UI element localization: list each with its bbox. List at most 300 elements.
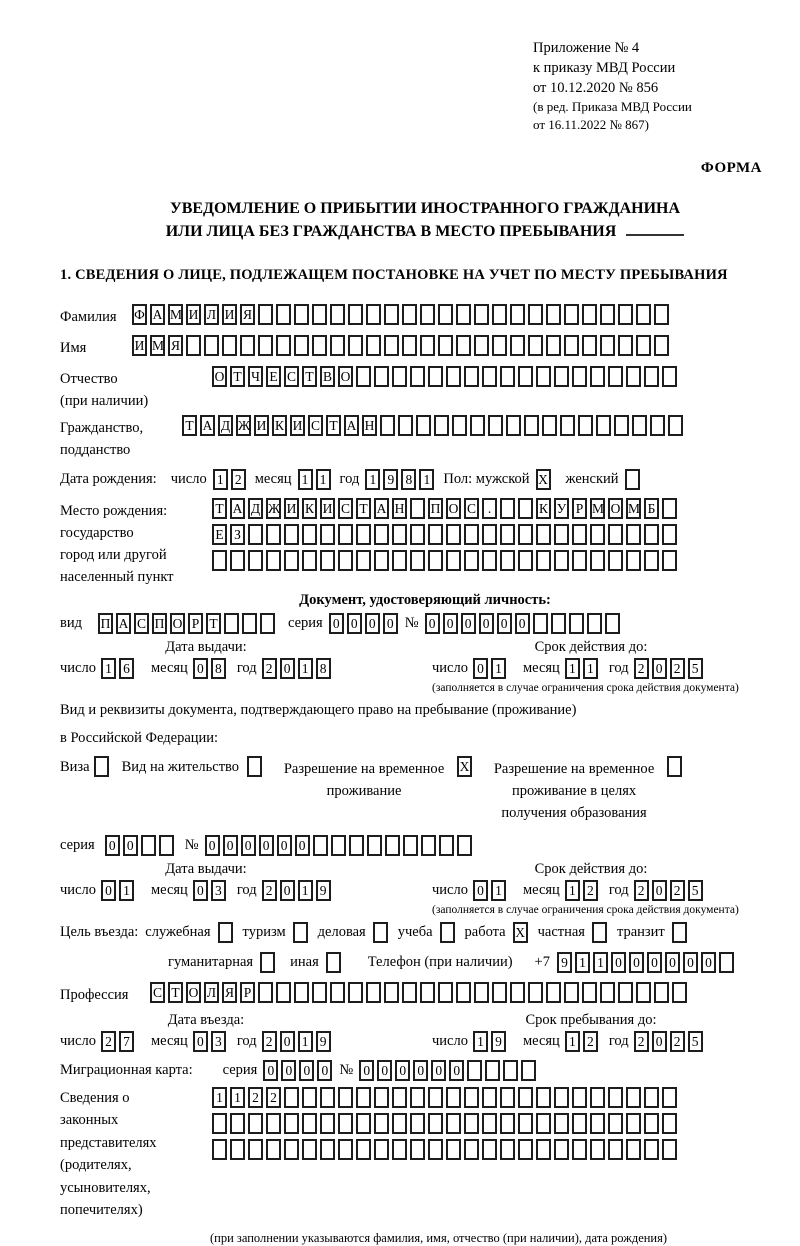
doc-number-field[interactable] [425, 613, 623, 634]
birth-month-field[interactable] [298, 469, 334, 490]
char-box [636, 982, 651, 1003]
residence-doc-intro-line2: в Российской Федерации: [60, 729, 219, 746]
char-box: 9 [383, 469, 398, 490]
char-box [650, 415, 665, 436]
char-box: О [446, 498, 461, 519]
char-box: П [428, 498, 443, 519]
appendix-line-1: Приложение № 4 [533, 40, 640, 56]
purpose-opt-label: иная [290, 953, 319, 970]
char-box [536, 1087, 551, 1108]
form-label: ФОРМА [700, 159, 762, 176]
char-box: 1 [565, 1031, 580, 1052]
identity-valid-title: Срок действия до: [534, 639, 648, 656]
char-box: 1 [230, 1087, 245, 1108]
char-box [320, 550, 335, 571]
char-box [464, 1139, 479, 1160]
char-box [293, 922, 308, 943]
char-box [464, 524, 479, 545]
char-box: С [308, 415, 323, 436]
char-box [410, 550, 425, 571]
char-box: 2 [634, 658, 649, 679]
day-label: число [432, 660, 468, 677]
char-box [428, 1113, 443, 1134]
char-box: Ч [248, 366, 263, 387]
year-label: год [608, 881, 629, 898]
legal-reps-field-row1[interactable] [212, 1087, 680, 1108]
char-box [464, 1087, 479, 1108]
char-box: 2 [670, 1031, 685, 1052]
char-box [524, 415, 539, 436]
char-box [284, 1087, 299, 1108]
char-box [248, 1113, 263, 1134]
purpose-transit-checkbox[interactable] [672, 922, 690, 943]
profession-field[interactable] [150, 982, 690, 1003]
entry-arrived-day[interactable] [101, 1031, 137, 1052]
identity-issued-month[interactable] [193, 658, 229, 679]
entry-arrived-year[interactable] [262, 1031, 334, 1052]
char-box: 0 [280, 658, 295, 679]
residence-valid-day[interactable] [473, 880, 509, 901]
char-box: 5 [688, 880, 703, 901]
char-box [392, 1113, 407, 1134]
char-box: Т [302, 366, 317, 387]
char-box [230, 1139, 245, 1160]
char-box [456, 304, 471, 325]
entry-stay-day[interactable] [473, 1031, 509, 1052]
char-box [500, 1139, 515, 1160]
char-box [266, 1139, 281, 1160]
birthplace-field-row3[interactable] [212, 550, 680, 571]
char-box [500, 1087, 515, 1108]
char-box: 0 [317, 1060, 332, 1081]
char-box [518, 550, 533, 571]
purpose-other-checkbox[interactable] [326, 952, 344, 973]
char-box [266, 524, 281, 545]
char-box: Т [168, 982, 183, 1003]
char-box: И [222, 304, 237, 325]
form-title-line2-text: ИЛИ ЛИЦА БЕЗ ГРАЖДАНСТВА В МЕСТО ПРЕБЫВАНИЯ [165, 223, 617, 241]
char-box: 2 [634, 880, 649, 901]
char-box: 0 [701, 952, 716, 973]
char-box [373, 922, 388, 943]
month-label: месяц [254, 471, 292, 488]
residence-issued-year[interactable] [262, 880, 334, 901]
char-box: 5 [688, 658, 703, 679]
char-box [410, 366, 425, 387]
char-box: 1 [473, 1031, 488, 1052]
profession-row [60, 982, 790, 1006]
char-box [536, 524, 551, 545]
month-label: месяц [150, 881, 188, 898]
month-label: месяц [150, 660, 188, 677]
char-box [348, 335, 363, 356]
char-box [230, 1113, 245, 1134]
char-box: 8 [401, 469, 416, 490]
char-box [258, 335, 273, 356]
char-box [672, 922, 687, 943]
appendix-line-3: от 10.12.2020 № 856 [533, 80, 659, 96]
char-box [356, 524, 371, 545]
char-box [385, 835, 400, 856]
char-box [608, 1139, 623, 1160]
birthplace-label-line1: Место рождения: [60, 503, 168, 520]
patronymic-row [60, 366, 790, 413]
purpose-opt-label: транзит [616, 923, 665, 940]
purpose-label: Цель въезда: [60, 923, 139, 940]
char-box [554, 366, 569, 387]
char-box [402, 335, 417, 356]
char-box [260, 952, 275, 973]
char-box [276, 304, 291, 325]
option-temp-residence [279, 756, 475, 803]
char-box [294, 335, 309, 356]
char-box [420, 335, 435, 356]
residence-number-field[interactable] [205, 835, 475, 856]
char-box: Д [218, 415, 233, 436]
identity-valid-month[interactable] [565, 658, 601, 679]
char-box: А [150, 304, 165, 325]
birth-year-field[interactable] [365, 469, 437, 490]
identity-doc-row [60, 613, 790, 634]
year-label: год [236, 1032, 257, 1049]
char-box: 2 [583, 1031, 598, 1052]
entry-stay-title: Срок пребывания до: [525, 1011, 657, 1028]
char-box [374, 524, 389, 545]
char-box [366, 335, 381, 356]
form-title-line2 [60, 220, 790, 243]
residence-series-field[interactable] [105, 835, 177, 856]
char-box [626, 1139, 641, 1160]
month-label: месяц [522, 660, 560, 677]
char-box: 1 [419, 469, 434, 490]
char-box [398, 415, 413, 436]
migration-series-field[interactable] [263, 1060, 335, 1081]
char-box [420, 304, 435, 325]
char-box [302, 550, 317, 571]
char-box [572, 524, 587, 545]
char-box: 9 [491, 1031, 506, 1052]
doc-kind-field[interactable] [98, 613, 278, 634]
char-box: И [284, 498, 299, 519]
doc-kind-label: вид [60, 615, 82, 632]
char-box [554, 1113, 569, 1134]
char-box [518, 1113, 533, 1134]
char-box [276, 335, 291, 356]
char-box [456, 335, 471, 356]
char-box [492, 982, 507, 1003]
char-box [618, 335, 633, 356]
char-box [596, 415, 611, 436]
char-box: 0 [473, 880, 488, 901]
char-box: 0 [395, 1060, 410, 1081]
char-box: Т [182, 415, 197, 436]
surname-field[interactable] [132, 304, 672, 325]
char-box [366, 982, 381, 1003]
doc-number-label: № [404, 615, 419, 632]
gender-male-checkbox[interactable] [536, 469, 554, 490]
citizenship-field[interactable] [182, 415, 686, 436]
char-box [446, 1087, 461, 1108]
day-label: число [60, 881, 96, 898]
identity-doc-heading: Документ, удостоверяющий личность: [299, 592, 551, 609]
char-box [608, 1113, 623, 1134]
char-box [330, 982, 345, 1003]
char-box [644, 1113, 659, 1134]
day-label: число [170, 471, 207, 488]
purpose-humanitarian-checkbox[interactable] [260, 952, 278, 973]
char-box: 2 [583, 880, 598, 901]
purpose-tourism-checkbox[interactable] [293, 922, 311, 943]
gender-female-checkbox[interactable] [625, 469, 643, 490]
char-box [348, 982, 363, 1003]
year-label: год [339, 471, 360, 488]
char-box: 3 [211, 1031, 226, 1052]
appendix-note [533, 38, 790, 134]
option-residence-permit-checkbox[interactable] [247, 756, 265, 777]
char-box [312, 304, 327, 325]
char-box: М [626, 498, 641, 519]
char-box: 9 [557, 952, 572, 973]
char-box [500, 550, 515, 571]
option-residence-permit-label: Вид на жительство [121, 759, 240, 776]
birthplace-field-row2[interactable] [212, 524, 680, 545]
purpose-row1 [60, 922, 790, 943]
legal-reps-field-row2[interactable] [212, 1113, 680, 1134]
char-box [284, 550, 299, 571]
char-box: 0 [241, 835, 256, 856]
residence-valid-month[interactable] [565, 880, 601, 901]
entry-stay-year[interactable] [634, 1031, 706, 1052]
identity-valid-day[interactable] [473, 658, 509, 679]
identity-issued-year[interactable] [262, 658, 334, 679]
char-box: З [230, 524, 245, 545]
char-box: Р [572, 498, 587, 519]
entry-stay-month[interactable] [565, 1031, 601, 1052]
char-box [294, 304, 309, 325]
char-box [312, 335, 327, 356]
char-box [320, 524, 335, 545]
char-box: 5 [688, 1031, 703, 1052]
char-box [636, 304, 651, 325]
char-box: 2 [262, 880, 277, 901]
char-box [626, 524, 641, 545]
char-box [554, 1139, 569, 1160]
char-box [572, 1139, 587, 1160]
migration-card-label: Миграционная карта: [60, 1061, 193, 1078]
purpose-private-checkbox[interactable] [592, 922, 610, 943]
char-box: 0 [461, 613, 476, 634]
purpose-opt-label: работа [464, 923, 506, 940]
residence-issued-title: Дата выдачи: [165, 860, 247, 877]
residence-valid-note: (заполняется в случае ограничения срока действия документа) [432, 903, 739, 916]
firstname-label: Имя [60, 340, 87, 357]
char-box [536, 550, 551, 571]
month-label: месяц [522, 1032, 560, 1049]
char-box: С [284, 366, 299, 387]
char-box [349, 835, 364, 856]
residence-valid-title: Срок действия до: [534, 860, 648, 877]
char-box [500, 498, 515, 519]
char-box: 0 [611, 952, 626, 973]
char-box [470, 415, 485, 436]
char-box: П [152, 613, 167, 634]
birth-day-field[interactable] [213, 469, 249, 490]
edition-line-1: (в ред. Приказа МВД России [533, 99, 692, 114]
option-visa [60, 756, 112, 777]
char-box [474, 982, 489, 1003]
char-box: Д [248, 498, 263, 519]
char-box [258, 304, 273, 325]
residence-valid-year[interactable] [634, 880, 706, 901]
char-box [416, 415, 431, 436]
char-box [564, 335, 579, 356]
purpose-business-checkbox[interactable] [373, 922, 391, 943]
char-box [438, 335, 453, 356]
char-box [380, 415, 395, 436]
char-box [506, 415, 521, 436]
char-box [338, 1087, 353, 1108]
char-box: Л [204, 982, 219, 1003]
patronymic-label-line2: (при наличии) [60, 393, 149, 410]
char-box: 1 [213, 469, 228, 490]
purpose-opt-label: учеба [397, 923, 433, 940]
residence-issued-day[interactable] [101, 880, 137, 901]
char-box [464, 366, 479, 387]
migration-card-row [60, 1060, 790, 1081]
birthplace-field-row1[interactable] [212, 498, 680, 519]
char-box: 0 [665, 952, 680, 973]
char-box: Е [266, 366, 281, 387]
char-box: 3 [211, 880, 226, 901]
char-box: 0 [277, 835, 292, 856]
char-box: 0 [281, 1060, 296, 1081]
char-box [428, 550, 443, 571]
residence-issued-month[interactable] [193, 880, 229, 901]
char-box [258, 982, 273, 1003]
char-box: 0 [193, 880, 208, 901]
option-temp-residence-checkbox[interactable] [457, 756, 475, 777]
char-box [644, 366, 659, 387]
migration-number-field[interactable] [359, 1060, 539, 1081]
number-label: № [184, 836, 199, 853]
patronymic-label-line1: Отчество [60, 371, 118, 388]
month-label: месяц [522, 881, 560, 898]
char-box [440, 922, 455, 943]
purpose-service-checkbox[interactable] [218, 922, 236, 943]
char-box [482, 1087, 497, 1108]
char-box: Т [326, 415, 341, 436]
char-box: А [374, 498, 389, 519]
legal-reps-label-line2: законных [60, 1112, 119, 1129]
identity-valid-year[interactable] [634, 658, 706, 679]
char-box: С [338, 498, 353, 519]
char-box [518, 498, 533, 519]
year-label: год [236, 881, 257, 898]
char-box: Р [188, 613, 203, 634]
char-box [518, 1139, 533, 1160]
option-temp-residence-education-checkbox[interactable] [667, 756, 685, 777]
purpose-opt-label: туризм [242, 923, 286, 940]
char-box: 0 [683, 952, 698, 973]
legal-reps-field-row3[interactable] [212, 1139, 680, 1160]
char-box [248, 550, 263, 571]
char-box: Л [204, 304, 219, 325]
char-box [420, 982, 435, 1003]
char-box [492, 335, 507, 356]
patronymic-field[interactable] [212, 366, 680, 387]
entry-arrived-month[interactable] [193, 1031, 229, 1052]
char-box: 1 [298, 880, 313, 901]
firstname-field[interactable] [132, 335, 672, 356]
char-box: К [536, 498, 551, 519]
legal-reps-label-line3: представителях [60, 1134, 157, 1151]
char-box [464, 550, 479, 571]
char-box: Н [392, 498, 407, 519]
char-box [94, 756, 109, 777]
purpose-work-checkbox[interactable] [513, 922, 531, 943]
appendix-line-2: к приказу МВД России [533, 60, 676, 76]
char-box: Я [222, 982, 237, 1003]
char-box [500, 366, 515, 387]
char-box: 0 [377, 1060, 392, 1081]
char-box [392, 366, 407, 387]
char-box [356, 1113, 371, 1134]
phone-field[interactable] [557, 952, 737, 973]
char-box [186, 335, 201, 356]
char-box [582, 304, 597, 325]
char-box [636, 335, 651, 356]
identity-issued-day[interactable] [101, 658, 137, 679]
char-box [356, 366, 371, 387]
char-box [654, 335, 669, 356]
entry-arrived-title: Дата въезда: [167, 1011, 245, 1028]
char-box [542, 415, 557, 436]
char-box [510, 982, 525, 1003]
char-box: 0 [259, 835, 274, 856]
char-box: 0 [263, 1060, 278, 1081]
birthplace-label-line4: населенный пункт [60, 568, 174, 585]
char-box [374, 1113, 389, 1134]
phone-label: Телефон (при наличии) [367, 953, 513, 970]
option-visa-checkbox[interactable] [94, 756, 112, 777]
purpose-study-checkbox[interactable] [440, 922, 458, 943]
day-label: число [60, 1032, 96, 1049]
char-box: 2 [231, 469, 246, 490]
char-box [590, 1087, 605, 1108]
char-box: У [554, 498, 569, 519]
char-box [338, 550, 353, 571]
doc-series-field[interactable] [329, 613, 401, 634]
char-box [410, 1113, 425, 1134]
char-box [560, 415, 575, 436]
char-box: 1 [212, 1087, 227, 1108]
legal-reps-label-line4: (родителях, [60, 1157, 132, 1174]
year-label: год [608, 1032, 629, 1049]
char-box [590, 1139, 605, 1160]
char-box [528, 335, 543, 356]
char-box: X [536, 469, 551, 490]
char-box: Т [356, 498, 371, 519]
citizenship-label-line2: подданство [60, 441, 131, 458]
char-box: М [590, 498, 605, 519]
purpose-opt-label: гуманитарная [168, 953, 254, 970]
char-box: 7 [119, 1031, 134, 1052]
year-label: год [608, 660, 629, 677]
char-box: Е [212, 524, 227, 545]
option-temp-residence-education-label: Разрешение на временное проживание в целях получения образования [493, 761, 655, 821]
char-box: 0 [449, 1060, 464, 1081]
char-box: 0 [280, 1031, 295, 1052]
